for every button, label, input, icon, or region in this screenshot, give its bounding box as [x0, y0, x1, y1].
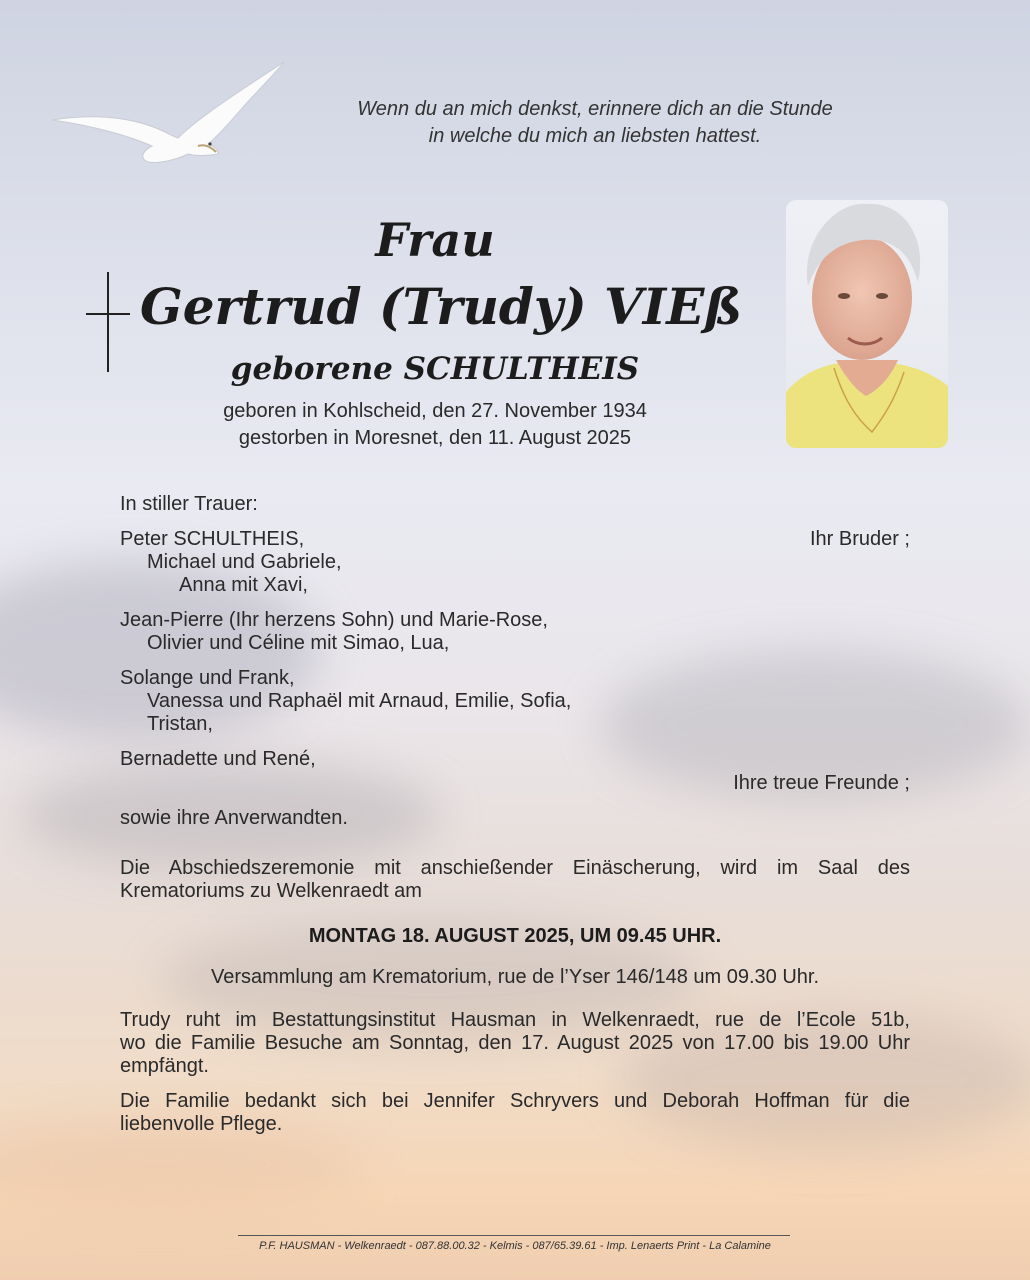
mourner-line: Jean-Pierre (Ihr herzens Sohn) und Marie-Rose, — [120, 609, 548, 631]
ceremony-text-line: Die Abschiedszeremonie mit anschießender Einäscherung, wird im Saal des — [120, 857, 910, 879]
portrait-illustration — [786, 200, 948, 448]
relation-label: Ihr Bruder ; — [809, 528, 910, 550]
life-dates — [150, 398, 720, 452]
ceremony-date: MONTAG 18. AUGUST 2025, UM 09.45 UHR. — [308, 925, 722, 947]
mourner-line: Bernadette und René, — [120, 748, 316, 770]
death-line: gestorben in Moresnet, den 11. August 2025 — [238, 427, 632, 449]
cross-icon — [86, 272, 130, 372]
mourners-closing: sowie ihre Anverwandten. — [120, 807, 348, 829]
mourner-line: Vanessa und Raphaël mit Arnaud, Emilie, Sofia, — [147, 690, 572, 712]
visitation-text-line: wo die Familie Besuche am Sonntag, den 17. August 2025 von 17.00 bis 19.00 Uhr — [120, 1032, 910, 1054]
meeting-info: Versammlung am Krematorium, rue de l’Yser 146/148 um 09.30 Uhr. — [210, 966, 820, 988]
visitation-text-line: Trudy ruht im Bestattungsinstitut Hausman in Welkenraedt, rue de l’Ecole 51b, — [120, 1009, 910, 1031]
visitation-text-line: empfängt. — [120, 1055, 209, 1077]
deceased-name: Gertrud (Trudy) VIEß — [140, 277, 743, 336]
mourner-line: Olivier und Céline mit Simao, Lua, — [147, 632, 450, 654]
relation-label: Ihre treue Freunde ; — [733, 772, 910, 794]
quote-line: in welche du mich an liebsten hattest. — [428, 125, 762, 147]
birth-line: geboren in Kohlscheid, den 27. November 1934 — [223, 400, 647, 422]
thanks-text-line: Die Familie bedankt sich bei Jennifer Schryvers und Deborah Hoffman für die — [120, 1090, 910, 1112]
quote-line: Wenn du an mich denkst, erinnere dich an die Stunde — [357, 98, 833, 120]
memorial-quote — [300, 96, 890, 150]
portrait-photo — [786, 200, 948, 448]
mourner-line: Solange und Frank, — [120, 667, 295, 689]
ceremony-text-line: Krematoriums zu Welkenraedt am — [120, 880, 422, 902]
mourning-intro: In stiller Trauer: — [120, 493, 258, 515]
honorific: Frau — [375, 213, 495, 267]
seagull-icon — [48, 58, 293, 170]
mourner-line: Anna mit Xavi, — [179, 574, 308, 596]
mourner-line: Tristan, — [147, 713, 213, 735]
mourner-line: Michael und Gabriele, — [147, 551, 342, 573]
footer-credits: P.F. HAUSMAN - Welkenraedt - 087.88.00.32 - Kelmis - 087/65.39.61 - Imp. Lenaerts Print - La Calamine — [259, 1240, 771, 1252]
thanks-text-line: liebenvolle Pflege. — [120, 1113, 283, 1135]
footer-divider — [238, 1235, 790, 1236]
mourner-line: Peter SCHULTHEIS, — [120, 528, 305, 550]
maiden-name: geborene SCHULTHEIS — [230, 351, 640, 387]
